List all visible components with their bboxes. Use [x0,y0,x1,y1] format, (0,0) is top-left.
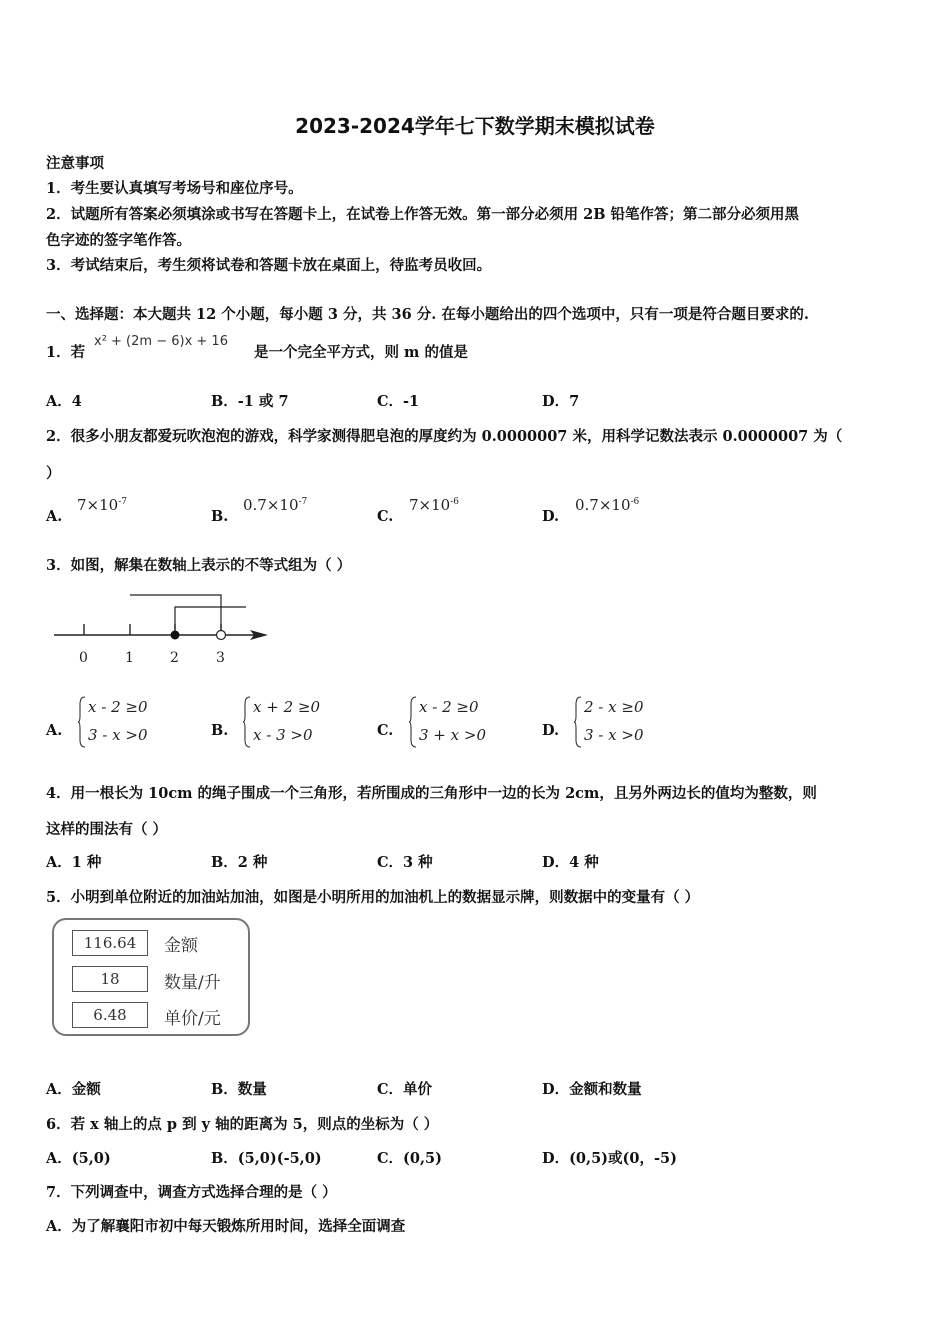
q4-option-c: C．3 种 [377,854,433,871]
q2-option-c [409,496,459,514]
tick-label: 1 [125,650,134,666]
q2-label-c: C. [377,508,394,525]
quantity-label: 数量/升 [164,973,221,993]
q3-label-c: C. [377,722,394,739]
brace-icon [574,696,582,748]
q2-label-b: B. [211,508,229,525]
q2-label-d: D. [542,508,560,525]
q2-option-d [575,496,639,514]
q2-d-base: 0.7×10 [575,496,631,514]
tick-label: 0 [79,650,88,666]
q1-option-c: C．-1 [377,393,420,410]
q2-a-exp: -7 [118,497,127,507]
q2-option-b [243,496,307,514]
q4-option-b: B．2 种 [211,854,268,871]
q6-option-b: B．(5,0)(-5,0) [211,1150,322,1167]
amount-value: 116.64 [72,930,148,956]
q1-expression: x² + (2m − 6)x + 16 [94,334,228,349]
system-line: 3 - x >0 [88,726,148,744]
brace-icon [409,696,417,748]
q7-text: 7．下列调查中，调查方式选择合理的是（ ） [46,1184,337,1201]
q3-text: 3．如图，解集在数轴上表示的不等式组为（ ） [46,557,352,574]
q4-text-cont: 这样的围法有（ ） [46,821,168,838]
q2-text: 2．很多小朋友都爱玩吹泡泡的游戏，科学家测得肥皂泡的厚度约为 0.0000007 米，用科学记数法表示 0.0000007 为（ [46,428,843,445]
amount-label: 金额 [164,936,198,956]
q6-text: 6．若 x 轴上的点 p 到 y 轴的距离为 5，则点的坐标为（ ） [46,1116,439,1133]
q2-option-a [77,496,127,514]
open-point [217,631,226,640]
q2-label-a: A. [46,508,63,525]
q5-option-b: B．数量 [211,1081,267,1098]
q2-d-exp: -6 [630,497,640,507]
number-line-figure [50,588,280,648]
q3-label-d: D. [542,722,560,739]
q4-option-d: D．4 种 [542,854,599,871]
q1-prefix: 1．若 [46,344,86,361]
q1-option-b: B．-1 或 7 [211,393,289,410]
system-line: x - 2 ≥0 [88,698,148,716]
brace-icon [243,696,251,748]
pump-display-panel [52,918,250,1036]
q5-text: 5．小明到单位附近的加油站加油，如图是小明所用的加油机上的数据显示牌，则数据中的变量有（ ） [46,889,700,906]
q3-label-a: A. [46,722,63,739]
notice-item: 色字迹的签字笔作答。 [46,232,191,249]
system-line: x - 3 >0 [253,726,313,744]
q6-option-a: A．(5,0) [46,1150,111,1167]
q2-b-base: 0.7×10 [243,496,299,514]
closed-point [171,631,180,640]
q5-option-d: D．金额和数量 [542,1081,642,1098]
q1-option-d: D．7 [542,393,580,410]
tick-label: 3 [216,650,225,666]
q1-suffix: 是一个完全平方式，则 m 的值是 [254,344,468,361]
q4-text: 4．用一根长为 10cm 的绳子围成一个三角形，若所围成的三角形中一边的长为 2cm，且另外两边长的值均为整数，则 [46,785,817,802]
system-line: 2 - x ≥0 [584,698,644,716]
system-line: 3 - x >0 [584,726,644,744]
q2-b-exp: -7 [298,497,308,507]
page-title: 2023-2024学年七下数学期末模拟试卷 [295,114,655,138]
q7-option-a: A．为了解襄阳市初中每天锻炼所用时间，选择全面调查 [46,1218,406,1235]
q2-text-cont: ） [46,465,61,482]
solution-bracket-right [175,607,246,630]
q3-label-b: B. [211,722,229,739]
q2-c-base: 7×10 [409,496,451,514]
unit-price-value: 6.48 [72,1002,148,1028]
brace-icon [78,696,86,748]
q1-option-a: A．4 [46,393,82,410]
notice-heading: 注意事项 [46,155,104,172]
q4-option-a: A．1 种 [46,854,102,871]
notice-item: 2．试题所有答案必须填涂或书写在答题卡上，在试卷上作答无效。第一部分必须用 2B 铅笔作答；第二部分必须用黑 [46,206,800,223]
unit-price-label: 单价/元 [164,1009,221,1029]
q5-option-c: C．单价 [377,1081,433,1098]
q6-option-d: D．(0,5)或(0，-5) [542,1150,677,1167]
q2-a-base: 7×10 [77,496,119,514]
q6-option-c: C．(0,5) [377,1150,442,1167]
q2-c-exp: -6 [450,497,459,507]
q5-option-a: A．金额 [46,1081,101,1098]
quantity-value: 18 [72,966,148,992]
section-heading: 一、选择题：本大题共 12 个小题，每小题 3 分，共 36 分. 在每小题给出的四个选项中，只有一项是符合题目要求的. [46,306,809,323]
notice-item: 1．考生要认真填写考场号和座位序号。 [46,180,303,197]
system-line: x - 2 ≥0 [419,698,479,716]
system-line: x + 2 ≥0 [253,698,320,716]
system-line: 3 + x >0 [419,726,486,744]
notice-item: 3．考试结束后，考生须将试卷和答题卡放在桌面上，待监考员收回。 [46,257,492,274]
tick-label: 2 [170,650,179,666]
